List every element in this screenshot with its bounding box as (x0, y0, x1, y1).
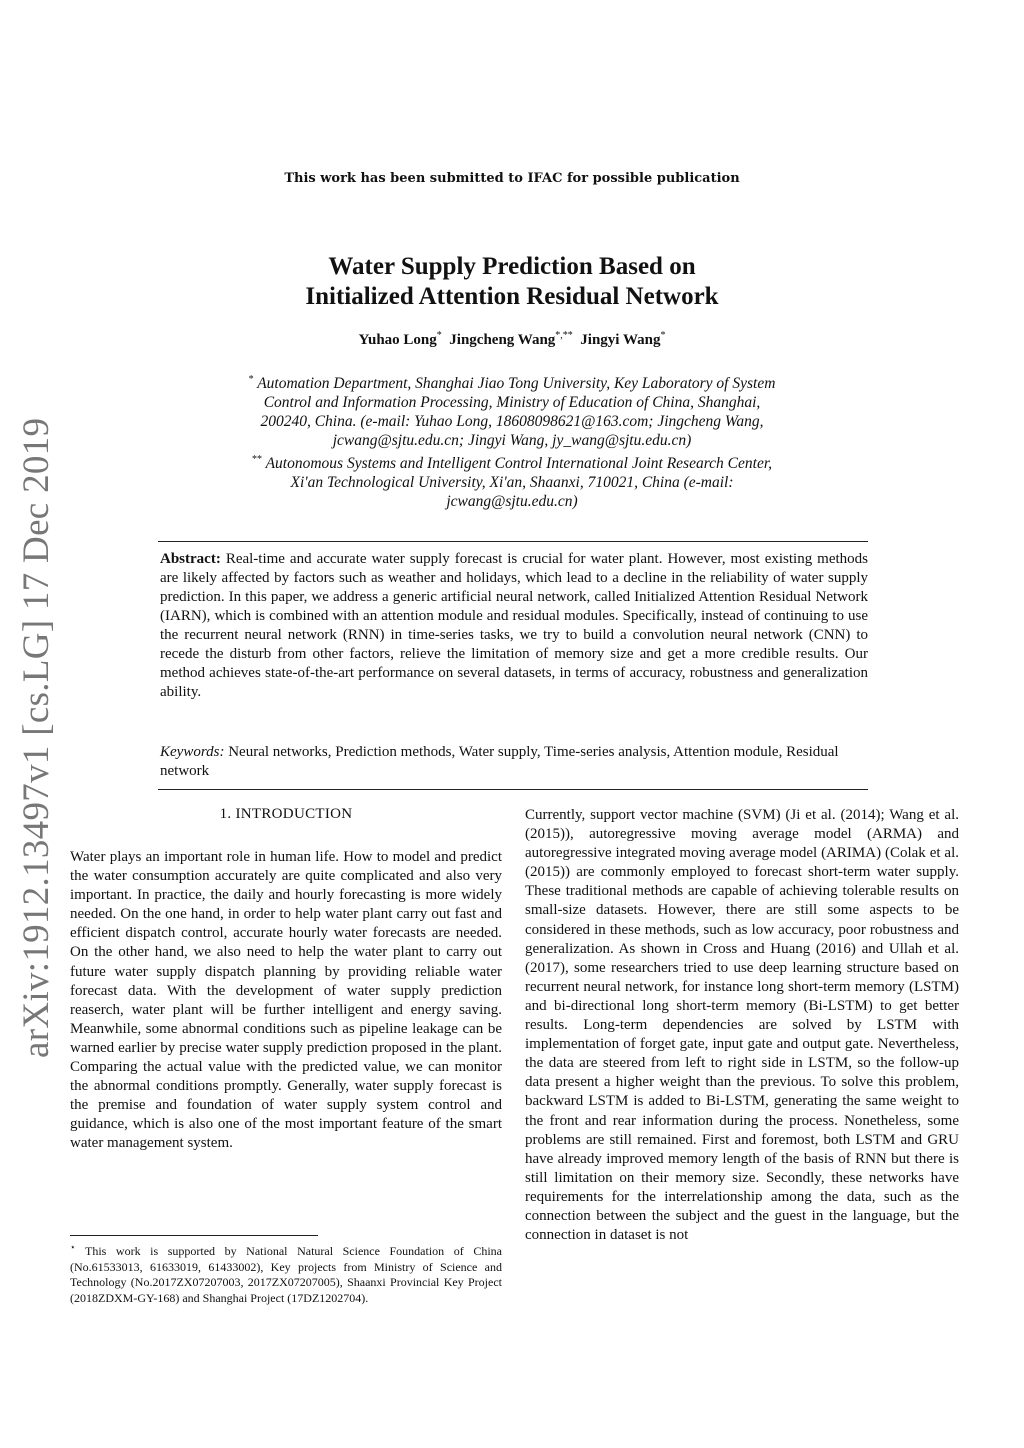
intro-left-column: Water plays an important role in human life. How to model and predict the water consumption accurately are quite complicated and also very important. In practice, the daily and hourly forecasting is more widely needed. On the one hand, in order to help water plant carry out fast and efficient dispatch control, accurate hourly water forecasts are needed. On the other hand, we also need to help the water plant to carry out future water supply dispatch planning by providing reliable water forecast data. With the development of water supply prediction reaserch, water plant will be further intelligent and energy saving. Meanwhile, some abnormal conditions such as pipeline leakage can be warned earlier by precise water supply prediction proposed in the plant. Comparing the actual value with the predicted value, we can monitor the abnormal conditions promptly. Generally, water supply forecast is the premise and foundation of water supply system control and guidance, which is also one of the most important feature of the smart water management system. (70, 849, 502, 1152)
keywords-label: Keywords: (160, 744, 225, 760)
title-line-1: Water Supply Prediction Based on (328, 253, 696, 280)
affiliation-2 (240, 450, 784, 511)
affiliation-1 (240, 370, 784, 450)
author-name: Yuhao Long (358, 332, 437, 348)
keywords (160, 743, 868, 781)
author-mark: *,** (555, 330, 573, 341)
footnote-mark: ⋆ (70, 1242, 76, 1252)
section-heading: 1. INTRODUCTION (219, 806, 353, 822)
intro-right-column: Currently, support vector machine (SVM) (Ji et al. (2014); Wang et al. (2015)), autoregressive moving average model (ARMA) and autoregressive integrated moving average model (ARIMA) (Colak et al. (2015)) are commonly employed to forecast short-term water supply. These traditional methods are capable of achieving tolerable results on small-size datasets. However, there are still some aspects to be considered in these methods, such as low accuracy, poor robustness and generalization. As shown in Cross and Huang (2016) and Ullah et al. (2017), some researchers tried to use deep learning structure based on recurrent neural network, for instance long short-term memory (LSTM) and bi-directional long short-term memory (Bi-LSTM) to get better results. Long-term dependencies are solved by LSTM with implementation of forget gate, input gate and output gate. Nevertheless, the data are steered from left to right side in LSTM, so the follow-up data present a higher weight than the previous. To solve this problem, backward LSTM is added to Bi-LSTM, generating the same weight to the front and rear information during the process. Nonetheless, some problems are still remained. First and foremost, both LSTM and GRU have already improved memory length of the basis of RNN but there is still limitation on their memory size. Secondly, these networks have requirements for the interrelationship among the data, such as the connection between the subject and the guest in the language, but the connection in dataset is not (525, 807, 959, 1244)
keywords-text: Neural networks, Prediction methods, Water supply, Time-series analysis, Attention module, Residual network (160, 744, 839, 779)
affiliation-text: Automation Department, Shanghai Jiao Tong University, Key Laboratory of System Control and Information Processing, Ministry of Education of China, Shanghai, 200240, China. (e-mail: Yuhao Long, 18608098621@163.com; Jingcheng Wang, jcwang@sjtu.edu.cn; Jingyi Wang, jy_wang@sjtu.edu.cn) (257, 375, 776, 450)
footnote (70, 1240, 502, 1306)
arxiv-identifier: arXiv:1912.13497v1 [cs.LG] 17 Dec 2019 (16, 417, 57, 1058)
affiliations (240, 370, 784, 511)
keywords-bottom-rule (158, 789, 868, 790)
author-name: Jingyi Wang (580, 332, 661, 348)
abstract-top-rule (158, 541, 868, 542)
footnote-rule (70, 1235, 318, 1236)
footnote-text: This work is supported by National Natural Science Foundation of China (No.61533013, 61633019, 61433002), Key projects from Ministry of Science and Technology (No.2017ZX07207003, 2017ZX07207005), Shaanxi Provincial Key Project (2018ZDXM-GY-168) and Shanghai Project (17DZ1202704). (70, 1244, 502, 1305)
author-mark: * (660, 330, 666, 341)
title-line-2: Initialized Attention Residual Network (305, 283, 719, 310)
author-mark: * (436, 330, 442, 341)
affiliation-text: Autonomous Systems and Intelligent Control International Joint Research Center, Xi'an Technological University, Xi'an, Shaanxi, 710021, China (e-mail: jcwang@sjtu.edu.cn) (265, 455, 773, 511)
affiliation-mark: * (248, 374, 254, 385)
author-name: Jingcheng Wang (449, 332, 556, 348)
abstract-text: Real-time and accurate water supply forecast is crucial for water plant. However, most existing methods are likely affected by factors such as weather and holidays, which lead to a decline in the reliability of water supply prediction. In this paper, we address a generic artificial neural network, called Initialized Attention Residual Network (IARN), which is combined with an attention module and residual modules. Specifically, instead of continuing to use the recurrent neural network (RNN) in time-series tasks, we try to build a convolution neural network (CNN) to recede the disturb from other factors, relieve the limitation of memory size and get a more credible results. Our method achieves state-of-the-art performance on several datasets, in terms of accuracy, robustness and generalization ability. (160, 551, 869, 700)
author-list (0, 330, 1024, 349)
abstract (160, 550, 868, 702)
abstract-label: Abstract: (160, 551, 221, 567)
paper-title (0, 252, 1024, 312)
submission-notice: This work has been submitted to IFAC for possible publication (284, 171, 740, 186)
affiliation-mark: ** (251, 454, 262, 466)
